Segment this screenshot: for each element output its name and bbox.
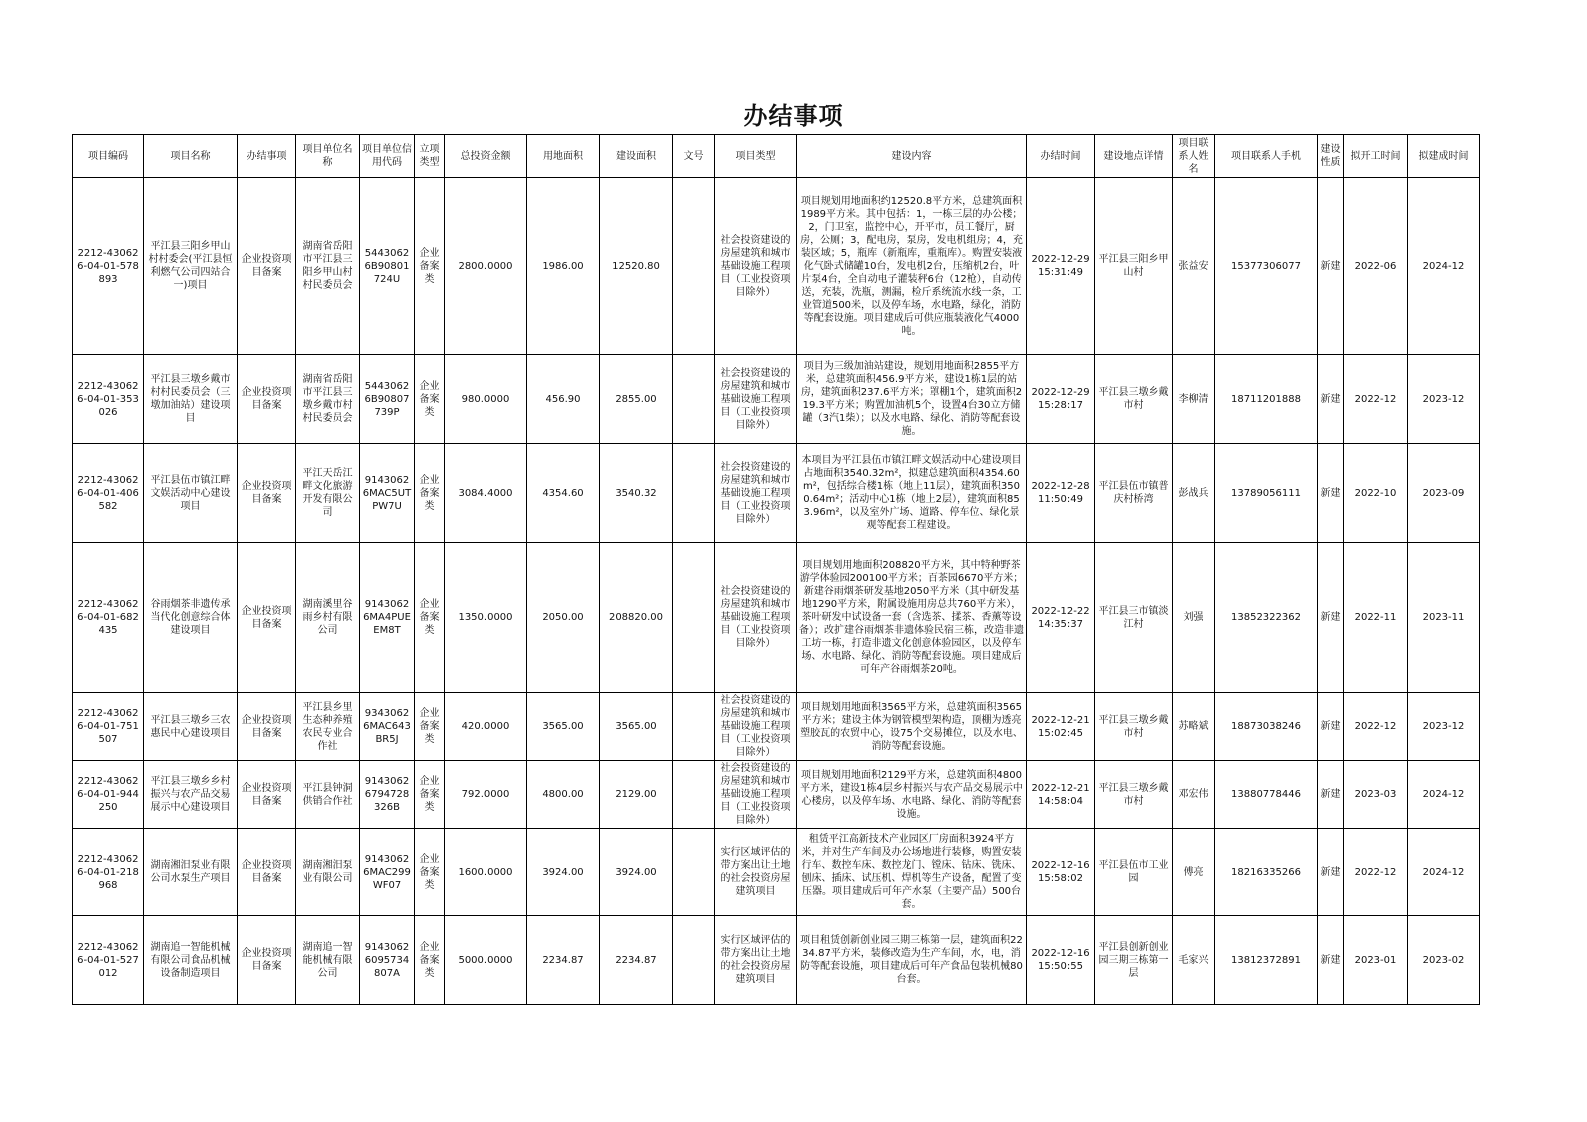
table-row [73, 693, 1480, 761]
table-row [73, 355, 1480, 444]
cell-planned-start: 2022-12 [1344, 829, 1408, 916]
cell-unit-name: 湖南省岳阳市平江县三阳乡甲山村村民委员会 [296, 178, 360, 355]
header-project-code: 项目编码 [73, 135, 144, 178]
cell-contact-phone: 15377306077 [1215, 178, 1318, 355]
header-document-number: 文号 [673, 135, 715, 178]
cell-project-type: 实行区域评估的带方案出让土地的社会投资房屋建筑项目 [715, 916, 797, 1005]
cell-planned-start: 2022-12 [1344, 355, 1408, 444]
cell-contact-phone: 13852322362 [1215, 543, 1318, 693]
table-row [73, 761, 1480, 829]
cell-unit-name: 湖南溪里谷雨乡村有限公司 [296, 543, 360, 693]
cell-contact-phone: 13789056111 [1215, 444, 1318, 543]
cell-document-number [673, 355, 715, 444]
header-project-type: 项目类型 [715, 135, 797, 178]
table-header-row [73, 135, 1480, 178]
cell-land-area: 3924.00 [527, 829, 600, 916]
cell-credit-code: 91430626095734807A [360, 916, 415, 1005]
cell-approval-type: 企业备案类 [415, 916, 445, 1005]
cell-total-investment: 792.0000 [445, 761, 527, 829]
cell-construction-nature: 新建 [1318, 178, 1344, 355]
header-project-name: 项目名称 [144, 135, 238, 178]
cell-total-investment: 5000.0000 [445, 916, 527, 1005]
cell-credit-code: 91430626794728326B [360, 761, 415, 829]
cell-project-code: 2212-430626-04-01-353026 [73, 355, 144, 444]
cell-approval-type: 企业备案类 [415, 178, 445, 355]
cell-project-name: 谷雨烟茶非遗传承当代化创意综合体建设项目 [144, 543, 238, 693]
cell-construction-content: 项目规划用地面积2129平方米，总建筑面积4800平方米，建设1栋4层乡村振兴与农产品交易展示中心楼房，以及停车场、水电路、绿化、消防等配套设施。 [797, 761, 1027, 829]
cell-project-code: 2212-430626-04-01-944250 [73, 761, 144, 829]
cell-contact-name: 苏略斌 [1173, 693, 1215, 761]
cell-construction-content: 项目租赁创新创业园三期三栋第一层，建筑面积2234.87平方米，装修改造为生产车间，水，电，消防等配套设施，项目建成后可年产食品包装机械80台套。 [797, 916, 1027, 1005]
cell-construction-content: 租赁平江高新技术产业园区厂房面积3924平方米，并对生产车间及办公场地进行装修，购置安装行车、数控车床、数控龙门、镗床、钻床、铣床、刨床、插床、试压机、焊机等生产设备，配置了变压器。项目建成后可年产水泵（主要产品）500台套。 [797, 829, 1027, 916]
cell-total-investment: 1600.0000 [445, 829, 527, 916]
cell-completion-time: 2022-12-21 15:02:45 [1027, 693, 1095, 761]
cell-project-code: 2212-430626-04-01-682435 [73, 543, 144, 693]
cell-planned-completion: 2024-12 [1408, 829, 1480, 916]
cell-building-area: 2855.00 [600, 355, 673, 444]
header-total-investment: 总投资金额 [445, 135, 527, 178]
cell-construction-nature: 新建 [1318, 693, 1344, 761]
cell-credit-code: 93430626MAC643BR5J [360, 693, 415, 761]
cell-approval-type: 企业备案类 [415, 543, 445, 693]
cell-document-number [673, 444, 715, 543]
cell-location-detail: 平江县三阳乡甲山村 [1095, 178, 1173, 355]
cell-land-area: 3565.00 [527, 693, 600, 761]
cell-planned-completion: 2024-12 [1408, 761, 1480, 829]
cell-project-name: 平江县伍市镇江畔文娱活动中心建设项目 [144, 444, 238, 543]
cell-planned-start: 2022-10 [1344, 444, 1408, 543]
cell-project-name: 平江县三墩乡戴市村村民委员会（三墩加油站）建设项目 [144, 355, 238, 444]
cell-planned-completion: 2023-11 [1408, 543, 1480, 693]
cell-completion-time: 2022-12-29 15:28:17 [1027, 355, 1095, 444]
cell-construction-content: 项目规划用地面积3565平方米，总建筑面积3565平方米；建设主体为钢管模型架构造，顶棚为透亮塑胶瓦的农贸中心，设75个交易摊位，以及水电、消防等配套设施。 [797, 693, 1027, 761]
cell-unit-name: 湖南追一智能机械有限公司 [296, 916, 360, 1005]
cell-construction-nature: 新建 [1318, 916, 1344, 1005]
cell-contact-phone: 13812372891 [1215, 916, 1318, 1005]
cell-location-detail: 平江县三墩乡戴市村 [1095, 693, 1173, 761]
cell-project-code: 2212-430626-04-01-527012 [73, 916, 144, 1005]
header-building-area: 建设面积 [600, 135, 673, 178]
cell-location-detail: 平江县三墩乡戴市村 [1095, 355, 1173, 444]
cell-building-area: 12520.80 [600, 178, 673, 355]
header-location-detail: 建设地点详情 [1095, 135, 1173, 178]
header-land-area: 用地面积 [527, 135, 600, 178]
cell-credit-code: 91430626MAC5UTPW7U [360, 444, 415, 543]
cell-project-code: 2212-430626-04-01-218968 [73, 829, 144, 916]
cell-completed-matter: 企业投资项目备案 [238, 355, 296, 444]
cell-project-code: 2212-430626-04-01-578893 [73, 178, 144, 355]
cell-project-type: 实行区域评估的带方案出让土地的社会投资房屋建筑项目 [715, 829, 797, 916]
header-credit-code: 项目单位信用代码 [360, 135, 415, 178]
cell-total-investment: 1350.0000 [445, 543, 527, 693]
cell-unit-name: 平江天岳江畔文化旅游开发有限公司 [296, 444, 360, 543]
table-row [73, 829, 1480, 916]
cell-contact-name: 邓宏伟 [1173, 761, 1215, 829]
cell-document-number [673, 178, 715, 355]
cell-contact-phone: 18216335266 [1215, 829, 1318, 916]
cell-project-code: 2212-430626-04-01-406582 [73, 444, 144, 543]
cell-completed-matter: 企业投资项目备案 [238, 178, 296, 355]
header-unit-name: 项目单位名称 [296, 135, 360, 178]
cell-completion-time: 2022-12-21 14:58:04 [1027, 761, 1095, 829]
cell-planned-start: 2023-03 [1344, 761, 1408, 829]
cell-approval-type: 企业备案类 [415, 355, 445, 444]
cell-planned-completion: 2023-12 [1408, 355, 1480, 444]
cell-location-detail: 平江县伍市工业园 [1095, 829, 1173, 916]
cell-building-area: 3540.32 [600, 444, 673, 543]
cell-project-name: 平江县三阳乡甲山村村委会(平江县恒利燃气公司四站合一)项目 [144, 178, 238, 355]
cell-location-detail: 平江县三墩乡戴市村 [1095, 761, 1173, 829]
header-contact-phone: 项目联系人手机 [1215, 135, 1318, 178]
cell-location-detail: 平江县伍市镇普庆村桥湾 [1095, 444, 1173, 543]
cell-construction-content: 本项目为平江县伍市镇江畔文娱活动中心建设项目占地面积3540.32m²，拟建总建筑面积4354.60m²，包括综合楼1栋（地上11层），建筑面积3500.64m²；活动中心1栋（地上2层），建筑面积853.96m²，以及室外广场、道路、停车位、绿化景观等配套工程建设。 [797, 444, 1027, 543]
cell-completed-matter: 企业投资项目备案 [238, 543, 296, 693]
cell-project-type: 社会投资建设的房屋建筑和城市基础设施工程项目（工业投资项目除外） [715, 355, 797, 444]
table-row [73, 178, 1480, 355]
page-title: 办结事项 [743, 101, 844, 130]
cell-credit-code: 91430626MA4PUEEM8T [360, 543, 415, 693]
table-row [73, 444, 1480, 543]
cell-building-area: 3924.00 [600, 829, 673, 916]
cell-credit-code: 54430626B90807739P [360, 355, 415, 444]
cell-land-area: 2050.00 [527, 543, 600, 693]
cell-completion-time: 2022-12-29 15:31:49 [1027, 178, 1095, 355]
cell-construction-nature: 新建 [1318, 829, 1344, 916]
cell-building-area: 3565.00 [600, 693, 673, 761]
cell-contact-phone: 18711201888 [1215, 355, 1318, 444]
cell-approval-type: 企业备案类 [415, 693, 445, 761]
header-approval-type: 立项类型 [415, 135, 445, 178]
cell-credit-code: 54430626B90801724U [360, 178, 415, 355]
cell-completed-matter: 企业投资项目备案 [238, 693, 296, 761]
cell-project-type: 社会投资建设的房屋建筑和城市基础设施工程项目（工业投资项目除外） [715, 693, 797, 761]
cell-planned-start: 2022-11 [1344, 543, 1408, 693]
header-planned-completion: 拟建成时间 [1408, 135, 1480, 178]
cell-completion-time: 2022-12-22 14:35:37 [1027, 543, 1095, 693]
cell-approval-type: 企业备案类 [415, 829, 445, 916]
cell-project-name: 平江县三墩乡乡村振兴与农产品交易展示中心建设项目 [144, 761, 238, 829]
table-body [73, 178, 1480, 1005]
cell-unit-name: 湖南湘汨泵业有限公司 [296, 829, 360, 916]
projects-table [72, 134, 1480, 1005]
cell-total-investment: 2800.0000 [445, 178, 527, 355]
cell-land-area: 4354.60 [527, 444, 600, 543]
cell-approval-type: 企业备案类 [415, 444, 445, 543]
cell-construction-nature: 新建 [1318, 543, 1344, 693]
cell-location-detail: 平江县三市镇淡江村 [1095, 543, 1173, 693]
cell-building-area: 2129.00 [600, 761, 673, 829]
cell-completion-time: 2022-12-16 15:58:02 [1027, 829, 1095, 916]
cell-project-name: 湖南追一智能机械有限公司食品机械设备制造项目 [144, 916, 238, 1005]
cell-completion-time: 2022-12-28 11:50:49 [1027, 444, 1095, 543]
cell-planned-start: 2022-06 [1344, 178, 1408, 355]
header-completion-time: 办结时间 [1027, 135, 1095, 178]
cell-total-investment: 3084.4000 [445, 444, 527, 543]
cell-total-investment: 980.0000 [445, 355, 527, 444]
cell-building-area: 208820.00 [600, 543, 673, 693]
cell-unit-name: 平江县乡里生态种养殖农民专业合作社 [296, 693, 360, 761]
cell-completed-matter: 企业投资项目备案 [238, 761, 296, 829]
cell-approval-type: 企业备案类 [415, 761, 445, 829]
cell-planned-start: 2023-01 [1344, 916, 1408, 1005]
cell-credit-code: 91430626MAC299WF07 [360, 829, 415, 916]
cell-document-number [673, 543, 715, 693]
cell-completed-matter: 企业投资项目备案 [238, 829, 296, 916]
cell-contact-name: 张益安 [1173, 178, 1215, 355]
cell-project-name: 湖南湘汨泵业有限公司水泵生产项目 [144, 829, 238, 916]
header-construction-content: 建设内容 [797, 135, 1027, 178]
cell-contact-name: 彭战兵 [1173, 444, 1215, 543]
cell-building-area: 2234.87 [600, 916, 673, 1005]
cell-construction-nature: 新建 [1318, 444, 1344, 543]
header-construction-nature: 建设性质 [1318, 135, 1344, 178]
cell-construction-content: 项目规划用地面积208820平方米，其中特种野茶游学体验园200100平方米；百茶园6670平方米；新建谷雨烟茶研发基地2050平方米（其中研发基地1290平方米，附属设施用房总共760平方米），茶叶研发中试设备一套（含选茶、揉茶、香薰等设备）；改扩建谷雨烟茶非遗体验民宿三栋，改造非遗工坊一栋，打造非遗文化创意体验园区，以及停车场、水电路、绿化、消防等配套设施。项目建成后可年产谷雨烟茶20吨。 [797, 543, 1027, 693]
cell-contact-phone: 13880778446 [1215, 761, 1318, 829]
table-row [73, 916, 1480, 1005]
cell-planned-start: 2022-12 [1344, 693, 1408, 761]
cell-land-area: 456.90 [527, 355, 600, 444]
cell-contact-phone: 18873038246 [1215, 693, 1318, 761]
cell-unit-name: 平江县钟洞供销合作社 [296, 761, 360, 829]
cell-contact-name: 傅亮 [1173, 829, 1215, 916]
cell-construction-nature: 新建 [1318, 761, 1344, 829]
cell-project-type: 社会投资建设的房屋建筑和城市基础设施工程项目（工业投资项目除外） [715, 444, 797, 543]
cell-document-number [673, 829, 715, 916]
cell-completed-matter: 企业投资项目备案 [238, 916, 296, 1005]
cell-planned-completion: 2023-12 [1408, 693, 1480, 761]
header-contact-name: 项目联系人姓名 [1173, 135, 1215, 178]
cell-construction-nature: 新建 [1318, 355, 1344, 444]
cell-construction-content: 项目规划用地面积约12520.8平方米，总建筑面积1989平方米。其中包括：1，一栋三层的办公楼；2，门卫室，监控中心，开平市，员工餐厅，厨房，公厕；3，配电房，泵房，发电机组房；4，充装区域；5，瓶库（新瓶库，重瓶库）。购置安装液化气卧式储罐10台，发电机2台，压缩机2台，叶片泵4台，全自动电子灌装秤6台（12枪），自动传送，充装，洗瓶，测漏，检斤系统流水线一条，工业管道500米，以及停车场，水电路，绿化，消防等配套设施。项目建成后可供应瓶装液化气4000吨。 [797, 178, 1027, 355]
cell-document-number [673, 916, 715, 1005]
cell-project-type: 社会投资建设的房屋建筑和城市基础设施工程项目（工业投资项目除外） [715, 761, 797, 829]
cell-land-area: 1986.00 [527, 178, 600, 355]
cell-contact-name: 李柳清 [1173, 355, 1215, 444]
cell-land-area: 2234.87 [527, 916, 600, 1005]
cell-project-type: 社会投资建设的房屋建筑和城市基础设施工程项目（工业投资项目除外） [715, 543, 797, 693]
cell-planned-completion: 2023-02 [1408, 916, 1480, 1005]
header-planned-start: 拟开工时间 [1344, 135, 1408, 178]
cell-planned-completion: 2023-09 [1408, 444, 1480, 543]
cell-project-type: 社会投资建设的房屋建筑和城市基础设施工程项目（工业投资项目除外） [715, 178, 797, 355]
cell-unit-name: 湖南省岳阳市平江县三墩乡戴市村村民委员会 [296, 355, 360, 444]
cell-total-investment: 420.0000 [445, 693, 527, 761]
cell-completion-time: 2022-12-16 15:50:55 [1027, 916, 1095, 1005]
cell-completed-matter: 企业投资项目备案 [238, 444, 296, 543]
cell-project-code: 2212-430626-04-01-751507 [73, 693, 144, 761]
cell-contact-name: 毛家兴 [1173, 916, 1215, 1005]
header-completed-matter: 办结事项 [238, 135, 296, 178]
cell-document-number [673, 761, 715, 829]
cell-document-number [673, 693, 715, 761]
table-row [73, 543, 1480, 693]
cell-project-name: 平江县三墩乡三农惠民中心建设项目 [144, 693, 238, 761]
cell-planned-completion: 2024-12 [1408, 178, 1480, 355]
cell-contact-name: 刘强 [1173, 543, 1215, 693]
cell-land-area: 4800.00 [527, 761, 600, 829]
cell-location-detail: 平江县创新创业园三期三栋第一层 [1095, 916, 1173, 1005]
cell-construction-content: 项目为三级加油站建设，规划用地面积2855平方米，总建筑面积456.9平方米，建设1栋1层的站房，建筑面积237.6平方米；罩棚1个，建筑面积219.3平方米；购置加油机5个，设置4台30立方储罐（3汽1柴）；以及水电路、绿化、消防等配套设施。 [797, 355, 1027, 444]
